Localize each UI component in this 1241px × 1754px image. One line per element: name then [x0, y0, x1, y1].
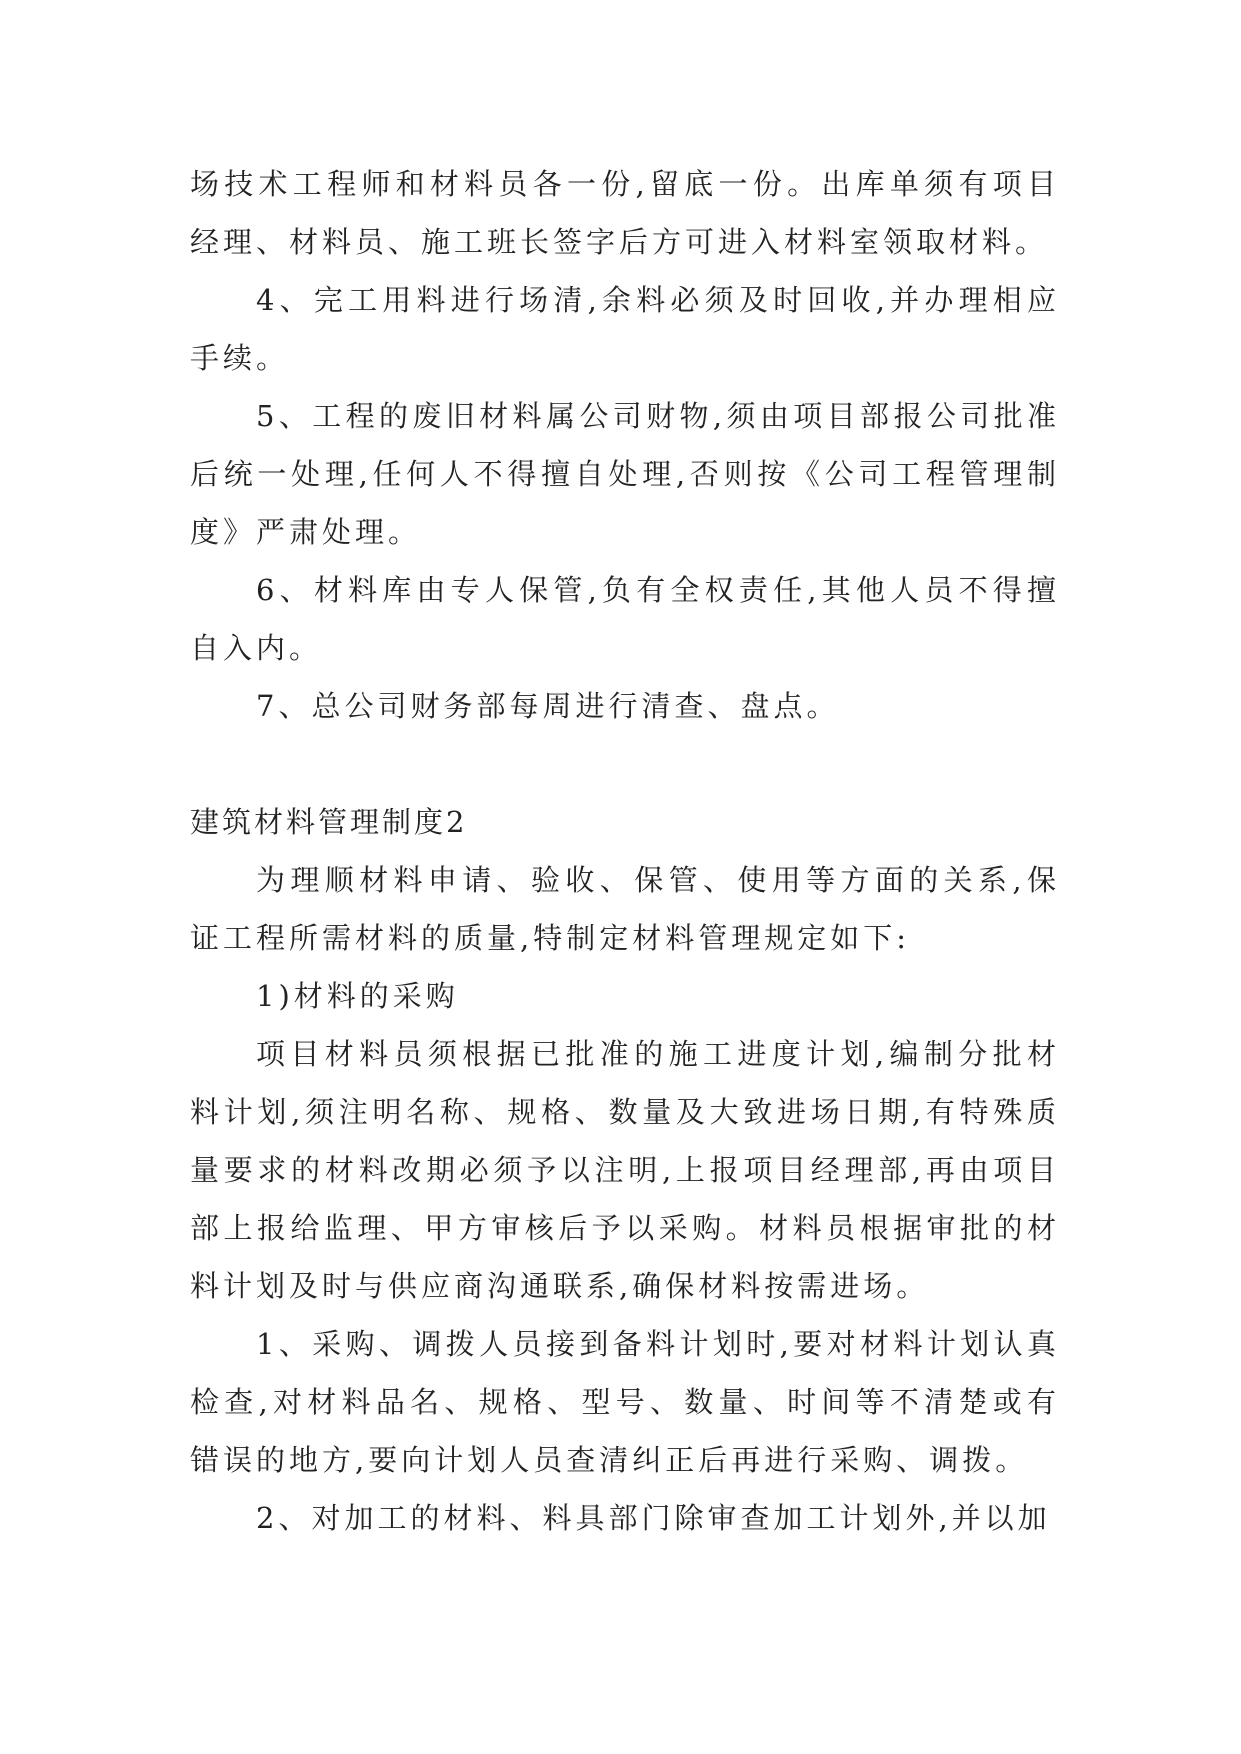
paragraph-item-2: 2、对加工的材料、料具部门除审查加工计划外,并以加 — [256, 1501, 1051, 1535]
document-body — [190, 155, 1060, 1547]
paragraph-item-1: 1、采购、调拨人员接到备料计划时,要对材料计划认真检查,对材料品名、规格、型号、数量、时间等不清楚或有错误的地方,要向计划人员查清纠正后再进行采购、调拨。 — [190, 1327, 1060, 1477]
paragraph-item-5: 5、工程的废旧材料属公司财物,须由项目部报公司批准后统一处理,任何人不得擅自处理,否则按《公司工程管理制度》严肃处理。 — [190, 399, 1060, 549]
subsection-heading: 1)材料的采购 — [256, 979, 459, 1013]
paragraph-item-6: 6、材料库由专人保管,负有全权责任,其他人员不得擅自入内。 — [190, 573, 1060, 665]
section-title: 建筑材料管理制度2 — [190, 805, 468, 839]
section-intro: 为理顺材料申请、验收、保管、使用等方面的关系,保证工程所需材料的质量,特制定材料管理规定如下: — [190, 863, 1060, 955]
paragraph-item-7: 7、总公司财务部每周进行清查、盘点。 — [256, 689, 840, 723]
paragraph-item-4: 4、完工用料进行场清,余料必须及时回收,并办理相应手续。 — [190, 283, 1060, 375]
paragraph-procurement: 项目材料员须根据已批准的施工进度计划,编制分批材料计划,须注明名称、规格、数量及大致进场日期,有特殊质量要求的材料改期必须予以注明,上报项目经理部,再由项目部上报给监理、甲方审核后予以采购。材料员根据审批的材料计划及时与供应商沟通联系,确保材料按需进场。 — [190, 1037, 1060, 1303]
paragraph-continuation: 场技术工程师和材料员各一份,留底一份。出库单须有项目经理、材料员、施工班长签字后方可进入材料室领取材料。 — [190, 167, 1060, 259]
